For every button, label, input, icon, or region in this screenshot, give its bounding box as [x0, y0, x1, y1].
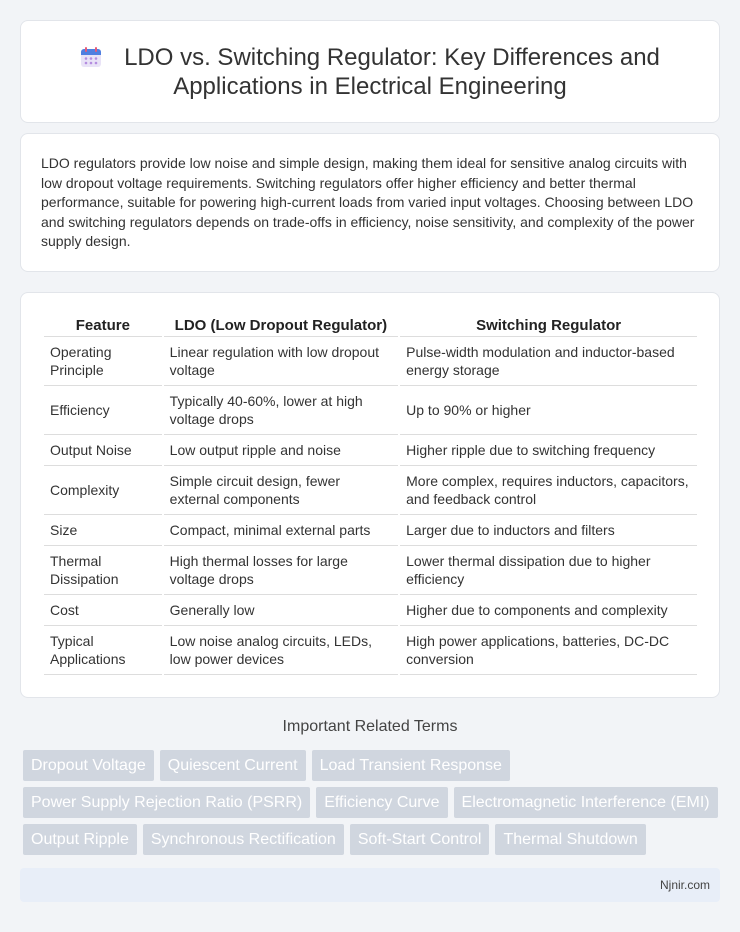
cell-ldo: Typically 40-60%, lower at high voltage drops [164, 386, 398, 435]
calendar-icon [80, 46, 102, 68]
cell-ldo: Low noise analog circuits, LEDs, low power devices [164, 626, 398, 675]
cell-feature: Size [44, 515, 162, 546]
intro-card [20, 133, 720, 272]
cell-feature: Efficiency [44, 386, 162, 435]
tag-output-ripple[interactable]: Output Ripple [23, 824, 137, 855]
table-row [44, 595, 697, 626]
page-title [80, 43, 660, 101]
table-row [44, 466, 697, 515]
table-row [44, 515, 697, 546]
related-terms-title: Important Related Terms [282, 718, 458, 735]
header-switching: Switching Regulator [400, 313, 697, 337]
cell-feature: Cost [44, 595, 162, 626]
cell-switching: Lower thermal dissipation due to higher efficiency [400, 546, 697, 595]
comparison-table [42, 313, 699, 675]
cell-switching: Higher ripple due to switching frequency [400, 435, 697, 466]
tag-synchronous-rectification[interactable]: Synchronous Rectification [143, 824, 344, 855]
tag-soft-start-control[interactable]: Soft-Start Control [350, 824, 490, 855]
table-row [44, 546, 697, 595]
title-line-2: Applications in Electrical Engineering [173, 72, 567, 100]
tag-thermal-shutdown[interactable]: Thermal Shutdown [495, 824, 645, 855]
cell-ldo: Generally low [164, 595, 398, 626]
cell-feature: Complexity [44, 466, 162, 515]
footer [20, 868, 720, 902]
cell-feature: Thermal Dissipation [44, 546, 162, 595]
cell-feature: Typical Applications [44, 626, 162, 675]
tag-efficiency-curve[interactable]: Efficiency Curve [316, 787, 447, 818]
title-line-1: LDO vs. Switching Regulator: Key Differences and [124, 43, 660, 71]
footer-site[interactable]: Njnir.com [659, 878, 710, 892]
tag-dropout-voltage[interactable]: Dropout Voltage [23, 750, 154, 781]
header-feature: Feature [44, 313, 162, 337]
table-row [44, 337, 697, 386]
title-card [20, 20, 720, 123]
tag-quiescent-current[interactable]: Quiescent Current [160, 750, 306, 781]
table-row [44, 626, 697, 675]
cell-switching: High power applications, batteries, DC-DC conversion [400, 626, 697, 675]
cell-feature: Output Noise [44, 435, 162, 466]
header-ldo: LDO (Low Dropout Regulator) [164, 313, 398, 337]
cell-switching: Pulse-width modulation and inductor-based energy storage [400, 337, 697, 386]
intro-paragraph: LDO regulators provide low noise and simple design, making them ideal for sensitive analog circuits with low dropout voltage requirements. Switching regulators offer higher efficiency and better thermal performance, suitable for powering high-current loads from varied input voltages. Choosing between LDO and switching regulators depends on trade-offs in efficiency, noise sensitivity, and complexity of the power supply design. [41, 155, 695, 249]
cell-switching: Up to 90% or higher [400, 386, 697, 435]
related-terms [23, 750, 723, 861]
table-row [44, 386, 697, 435]
cell-ldo: Linear regulation with low dropout voltage [164, 337, 398, 386]
cell-feature: Operating Principle [44, 337, 162, 386]
cell-switching: Larger due to inductors and filters [400, 515, 697, 546]
cell-switching: Higher due to components and complexity [400, 595, 697, 626]
comparison-card [20, 292, 720, 698]
tag-emi[interactable]: Electromagnetic Interference (EMI) [454, 787, 718, 818]
cell-ldo: Simple circuit design, fewer external components [164, 466, 398, 515]
cell-ldo: High thermal losses for large voltage drops [164, 546, 398, 595]
cell-switching: More complex, requires inductors, capacitors, and feedback control [400, 466, 697, 515]
cell-ldo: Low output ripple and noise [164, 435, 398, 466]
cell-ldo: Compact, minimal external parts [164, 515, 398, 546]
tag-psrr[interactable]: Power Supply Rejection Ratio (PSRR) [23, 787, 310, 818]
table-row [44, 435, 697, 466]
tag-load-transient-response[interactable]: Load Transient Response [312, 750, 510, 781]
